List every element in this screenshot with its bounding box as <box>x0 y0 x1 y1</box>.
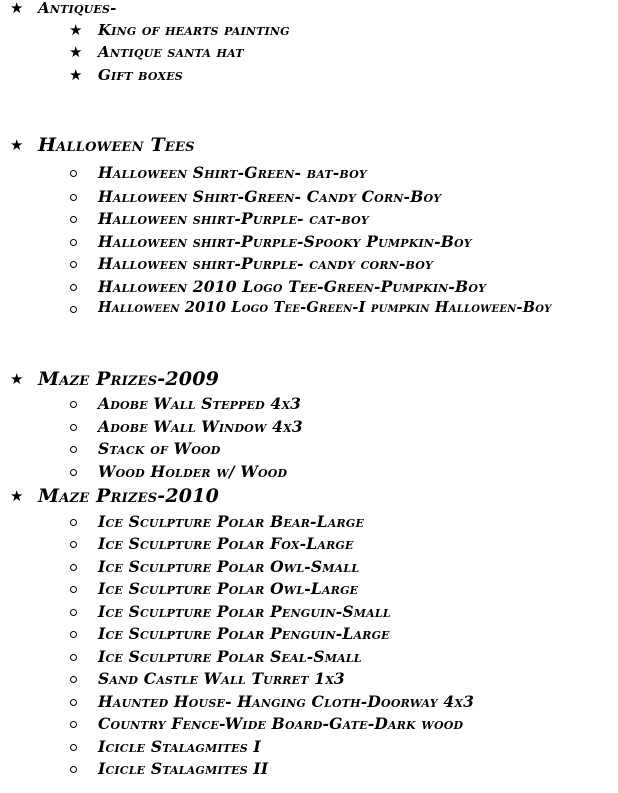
circle-bullet-icon <box>70 446 77 453</box>
list-item-label: Antique santa hat <box>98 43 244 61</box>
section-title: Maze Prizes-2009 <box>38 368 220 390</box>
circle-bullet-icon <box>70 609 77 616</box>
circle-bullet-icon <box>70 306 77 313</box>
circle-bullet-icon <box>70 519 77 526</box>
list-item-label: Ice Sculpture Polar Penguin-Large <box>98 624 390 643</box>
list-item-label: Wood Holder w/ Wood <box>98 462 288 481</box>
circle-bullet-icon <box>70 699 77 706</box>
circle-bullet-icon <box>70 284 77 291</box>
circle-bullet-icon <box>70 631 77 638</box>
circle-bullet-icon <box>70 424 77 431</box>
section-title: Antiques- <box>38 0 117 17</box>
list-item-label: Halloween shirt-Purple- candy corn-boy <box>98 254 434 273</box>
circle-bullet-icon <box>70 541 77 548</box>
circle-bullet-icon <box>70 564 77 571</box>
list-item-label: Ice Sculpture Polar Seal-Small <box>98 647 362 666</box>
circle-bullet-icon <box>70 744 77 751</box>
circle-bullet-icon <box>70 401 77 408</box>
list-item-label: Ice Sculpture Polar Owl-Small <box>98 557 360 576</box>
list-item-label: Icicle Stalagmites II <box>98 759 269 778</box>
list-item-label: Country Fence-Wide Board-Gate-Dark wood <box>98 714 464 733</box>
list-item-label: Halloween Shirt-Green- bat-boy <box>98 163 367 182</box>
list-item-label: King of hearts painting <box>98 21 290 39</box>
circle-bullet-icon <box>70 194 77 201</box>
list-item-label: Adobe Wall Window 4x3 <box>98 417 303 436</box>
circle-bullet-icon <box>70 170 77 177</box>
star-bullet-icon: ★ <box>10 487 24 505</box>
list-item-label: Adobe Wall Stepped 4x3 <box>98 394 302 413</box>
list-item-label: Halloween 2010 Logo Tee-Green-I pumpkin Halloween-Boy <box>98 299 552 316</box>
list-item-label: Ice Sculpture Polar Fox-Large <box>98 534 354 553</box>
circle-bullet-icon <box>70 261 77 268</box>
circle-bullet-icon <box>70 721 77 728</box>
list-item-label: Haunted House- Hanging Cloth-Doorway 4x3 <box>98 692 475 711</box>
list-item-label: Gift boxes <box>98 66 183 84</box>
list-item-label: Ice Sculpture Polar Penguin-Small <box>98 602 391 621</box>
list-item-label: Ice Sculpture Polar Owl-Large <box>98 579 359 598</box>
circle-bullet-icon <box>70 239 77 246</box>
list-item-label: Halloween shirt-Purple-Spooky Pumpkin-Boy <box>98 232 472 251</box>
star-bullet-icon: ★ <box>10 136 24 154</box>
star-bullet-icon: ★ <box>69 43 83 61</box>
section-title: Halloween Tees <box>38 134 195 156</box>
section-title: Maze Prizes-2010 <box>38 485 220 507</box>
list-item-label: Stack of Wood <box>98 439 221 458</box>
list-item-label: Halloween Shirt-Green- Candy Corn-Boy <box>98 187 442 206</box>
star-bullet-icon: ★ <box>69 66 83 84</box>
circle-bullet-icon <box>70 766 77 773</box>
star-bullet-icon: ★ <box>10 0 24 17</box>
circle-bullet-icon <box>70 676 77 683</box>
list-item-label: Sand Castle Wall Turret 1x3 <box>98 669 345 688</box>
star-bullet-icon: ★ <box>69 21 83 39</box>
list-item-label: Icicle Stalagmites I <box>98 737 261 756</box>
list-item-label: Halloween shirt-Purple- cat-boy <box>98 209 369 228</box>
circle-bullet-icon <box>70 654 77 661</box>
circle-bullet-icon <box>70 586 77 593</box>
circle-bullet-icon <box>70 216 77 223</box>
star-bullet-icon: ★ <box>10 370 24 388</box>
list-item-label: Halloween 2010 Logo Tee-Green-Pumpkin-Boy <box>98 277 487 296</box>
list-item-label: Ice Sculpture Polar Bear-Large <box>98 512 365 531</box>
circle-bullet-icon <box>70 469 77 476</box>
